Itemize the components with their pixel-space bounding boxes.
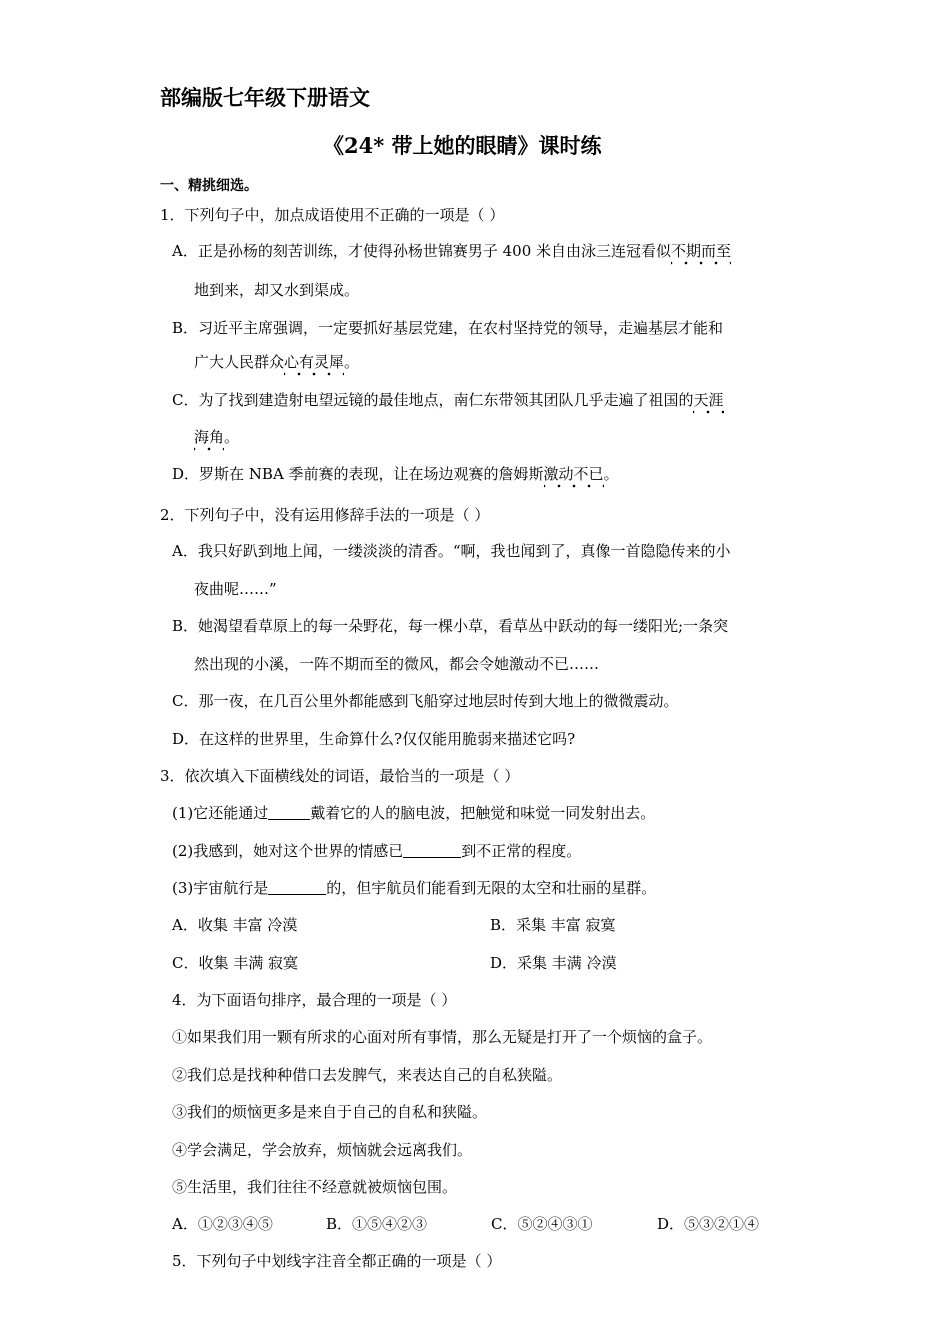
series-heading: 部编版七年级下册语文 (160, 85, 370, 110)
sentence-4: ④学会满足，学会放弃，烦恼就会远离我们。 (172, 1141, 473, 1159)
option-text: 。 (344, 353, 360, 371)
option-a: A．我只好趴到地上闻，一缕淡淡的清香。“啊，我也闻到了，真像一首隐隐传来的小 (172, 542, 731, 560)
question-stem: 4．为下面语句排序，最合理的一项是（ ） (172, 991, 457, 1009)
option-c-continued (194, 427, 239, 447)
option-c: C．收集 丰满 寂寞 (172, 954, 299, 972)
option-d: D．采集 丰满 冷漠 (490, 954, 617, 972)
dotted-idiom: 激动不已 (544, 465, 604, 489)
question-stem: 2．下列句子中，没有运用修辞手法的一项是（ ） (160, 506, 490, 524)
fill-sentence-2 (172, 841, 581, 861)
option-c: C．那一夜，在几百公里外都能感到飞船穿过地层时传到大地上的微微震动。 (172, 692, 679, 710)
dotted-idiom: 心有灵犀 (284, 353, 344, 377)
sentence-text: (1)它还能通过 (172, 804, 269, 822)
fill-blank (268, 878, 326, 895)
option-a: A．收集 丰富 冷漠 (172, 916, 298, 934)
option-a: A．①②③④⑤ (172, 1215, 273, 1233)
fill-blank (268, 803, 310, 820)
option-b: B．①⑤④②③ (326, 1215, 428, 1233)
sentence-text: 到不正常的程度。 (461, 842, 582, 860)
option-b: B．习近平主席强调，一定要抓好基层党建，在农村坚持党的领导，走遍基层才能和 (172, 319, 724, 337)
sentence-text: 戴着它的人的脑电波，把触觉和味觉一同发射出去。 (310, 804, 656, 822)
sentence-2: ②我们总是找种种借口去发脾气，来表达自己的自私狭隘。 (172, 1066, 563, 1084)
option-text: A．正是孙杨的刻苦训练，才使得孙杨世锦赛男子 400 米自由泳三连冠看似 (172, 242, 672, 260)
dotted-idiom: 不期而至 (671, 242, 731, 266)
option-c: C．⑤②④③① (491, 1215, 593, 1233)
option-b: B．采集 丰富 寂寞 (490, 916, 616, 934)
question-stem: 3．依次填入下面横线处的词语，最恰当的一项是（ ） (160, 767, 520, 785)
option-b-continued (194, 352, 359, 372)
option-a-continued: 地到来，却又水到渠成。 (194, 281, 360, 299)
option-d: D．⑤③②①④ (657, 1215, 760, 1233)
option-text: 。 (603, 465, 619, 483)
fill-blank (403, 841, 461, 858)
option-d (172, 464, 619, 484)
fill-sentence-1 (172, 803, 655, 823)
sentence-1: ①如果我们用一颗有所求的心面对所有事情，那么无疑是打开了一个烦恼的盒子。 (172, 1028, 713, 1046)
page-title: 《24* 带上她的眼睛》课时练 (323, 133, 602, 158)
section-heading: 一、精挑细选。 (160, 178, 258, 194)
option-c (172, 390, 724, 410)
fill-sentence-3 (172, 878, 656, 898)
sentence-text: (2)我感到，她对这个世界的情感已 (172, 842, 404, 860)
option-d: D．在这样的世界里，生命算什么?仅仅能用脆弱来描述它吗? (172, 730, 576, 748)
option-b: B．她渴望看草原上的每一朵野花，每一棵小草，看草丛中跃动的每一缕阳光;一条突 (172, 617, 729, 635)
sentence-3: ③我们的烦恼更多是来自于自己的自私和狭隘。 (172, 1103, 488, 1121)
sentence-text: (3)宇宙航行是 (172, 879, 269, 897)
option-text: 。 (224, 428, 240, 446)
sentence-5: ⑤生活里，我们往往不经意就被烦恼包围。 (172, 1178, 458, 1196)
option-b-continued: 然出现的小溪，一阵不期而至的微风，都会令她激动不已…… (194, 655, 600, 673)
question-stem: 1．下列句子中，加点成语使用不正确的一项是（ ） (160, 206, 505, 224)
dotted-idiom: 海角 (194, 428, 224, 452)
option-text: 广大人民群众 (194, 353, 285, 371)
question-stem: 5．下列句子中划线字注音全都正确的一项是（ ） (172, 1252, 502, 1270)
dotted-idiom: 天涯 (693, 391, 723, 415)
option-text: C．为了找到建造射电望远镜的最佳地点，南仁东带领其团队几乎走遍了祖国的 (172, 391, 694, 409)
option-a (172, 241, 731, 261)
option-a-continued: 夜曲呢……” (194, 580, 277, 598)
sentence-text: 的，但宇航员们能看到无限的太空和壮丽的星群。 (326, 879, 657, 897)
option-text: D．罗斯在 NBA 季前赛的表现，让在场边观赛的詹姆斯 (172, 465, 544, 483)
